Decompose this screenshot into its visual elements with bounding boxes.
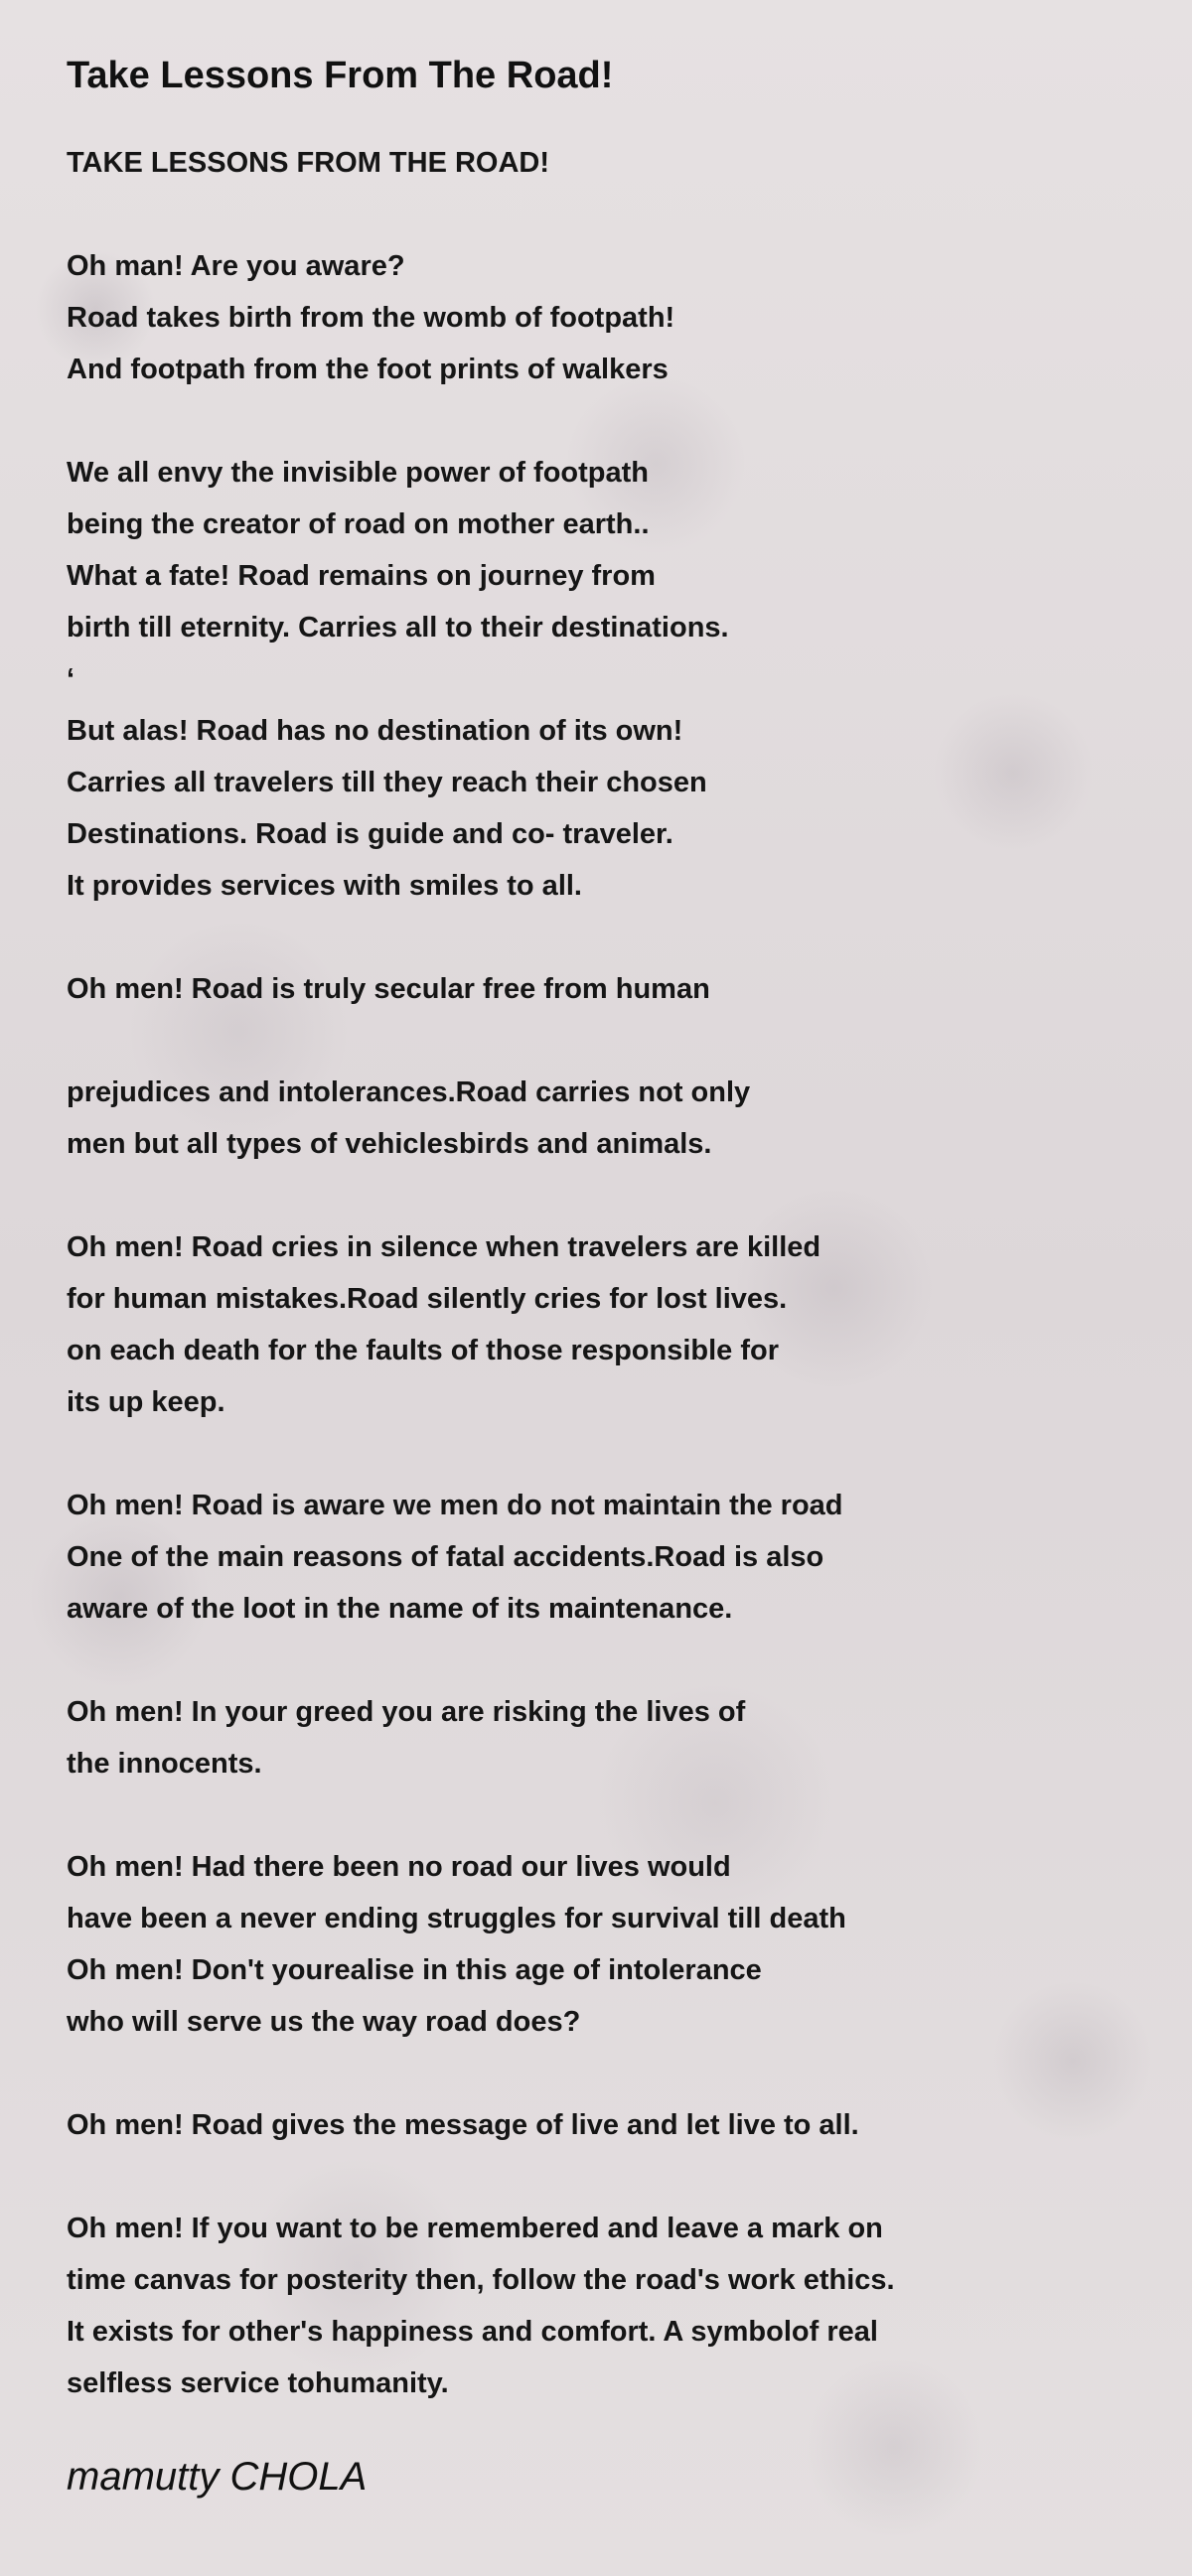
poem-line: Destinations. Road is guide and co- traveler. [67,818,673,850]
stanza-break [67,189,1159,240]
stanza-break [67,1635,1159,1686]
poem-line: Oh man! Are you aware? [67,250,405,282]
poem-line: the innocents. [67,1748,262,1780]
poem-line: aware of the loot in the name of its maintenance. [67,1593,733,1625]
poem-line: Oh men! Road gives the message of live and let live to all. [67,2109,859,2141]
poem-line: It exists for other's happiness and comfort. A symbolof real [67,2316,878,2348]
poem-line: men but all types of vehiclesbirds and animals. [67,1128,712,1160]
poem-line: Oh men! Don't yourealise in this age of intolerance [67,1954,762,1986]
poem-body [67,137,1159,2409]
stanza-break [67,395,1159,447]
poem-line: Oh men! Road cries in silence when travelers are killed [67,1231,821,1263]
poem-heading: TAKE LESSONS FROM THE ROAD! [67,147,550,179]
poem-line: have been a never ending struggles for survival till death [67,1903,846,1934]
poem-line: And footpath from the foot prints of walkers [67,354,669,385]
poem-line: But alas! Road has no destination of its own! [67,715,683,747]
poem-line: ‘ [67,663,75,695]
poem-line: We all envy the invisible power of footpath [67,457,649,489]
poem-line: for human mistakes.Road silently cries for lost lives. [67,1283,788,1315]
poem-line: What a fate! Road remains on journey from [67,560,656,592]
poem-line: birth till eternity. Carries all to their destinations. [67,612,729,644]
poem-line: One of the main reasons of fatal accidents.Road is also [67,1541,824,1573]
poem-line: Oh men! In your greed you are risking the lives of [67,1696,746,1728]
poem-line: Oh men! Road is truly secular free from human [67,973,710,1005]
poem-line: time canvas for posterity then, follow the road's work ethics. [67,2264,895,2296]
stanza-break [67,912,1159,963]
poem-line: selfless service tohumanity. [67,2367,449,2399]
poem-page [67,46,1159,2506]
stanza-break [67,1015,1159,1067]
stanza-break [67,2151,1159,2203]
poem-line: prejudices and intolerances.Road carries not only [67,1076,751,1108]
stanza-break [67,2048,1159,2099]
stanza-break [67,1789,1159,1841]
stanza-break [67,1170,1159,1221]
poem-line: Oh men! Road is aware we men do not maintain the road [67,1490,843,1521]
poem-line: Carries all travelers till they reach their chosen [67,767,707,798]
poem-line: being the creator of road on mother earth.. [67,508,650,540]
poem-line: Oh men! Had there been no road our lives would [67,1851,731,1883]
poem-author: mamutty CHOLA [67,2455,368,2499]
poem-title: Take Lessons From The Road! [67,55,614,96]
poem-line: Oh men! If you want to be remembered and leave a mark on [67,2213,883,2244]
poem-line: on each death for the faults of those responsible for [67,1335,780,1366]
poem-line: its up keep. [67,1386,225,1418]
poem-line: Road takes birth from the womb of footpath! [67,302,675,334]
stanza-break [67,1428,1159,1480]
poem-line: who will serve us the way road does? [67,2006,581,2038]
poem-line: It provides services with smiles to all. [67,870,582,902]
